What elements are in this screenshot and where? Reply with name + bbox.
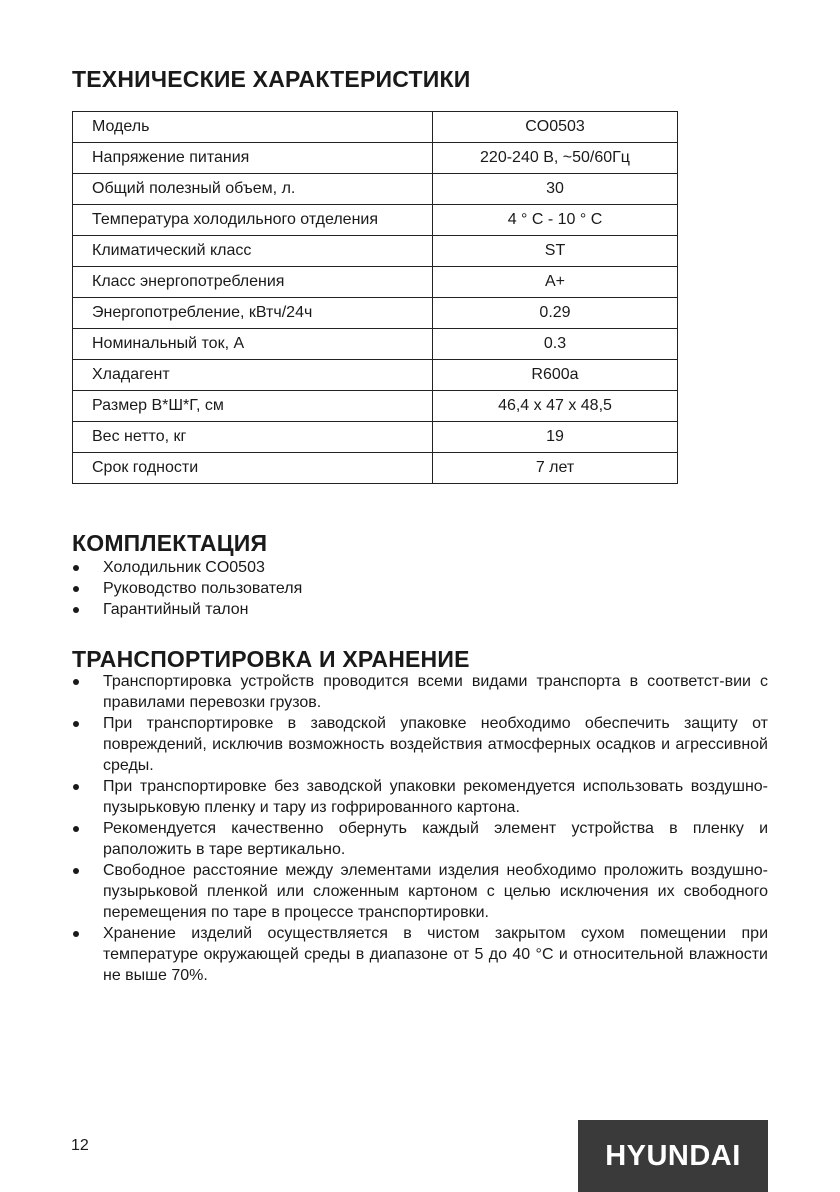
spec-label: Климатический класс	[73, 236, 433, 267]
bullet-icon	[73, 868, 79, 874]
spec-value: R600a	[433, 360, 678, 391]
bullet-icon	[73, 931, 79, 937]
spec-label: Напряжение питания	[73, 143, 433, 174]
kit-item-text: Холодильник CO0503	[103, 559, 265, 576]
list-item	[72, 818, 768, 860]
list-item	[72, 923, 768, 986]
bullet-icon	[73, 721, 79, 727]
specs-table	[72, 111, 678, 484]
spec-label: Класс энергопотребления	[73, 267, 433, 298]
spec-value: ST	[433, 236, 678, 267]
list-item	[72, 776, 768, 818]
transport-item-text: Свободное расстояние между элементами изделия необходимо проложить воздушно- пузырьковой пленкой или сложенным картоном с целью исключения их свободного перемещения по таре в процессе транспортировки.	[103, 862, 768, 921]
bullet-icon	[73, 565, 79, 571]
table-row	[73, 422, 678, 453]
spec-label: Общий полезный объем, л.	[73, 174, 433, 205]
bullet-icon	[73, 607, 79, 613]
spec-label: Модель	[73, 112, 433, 143]
spec-value: 7 лет	[433, 453, 678, 484]
kit-item-text: Гарантийный талон	[103, 601, 249, 618]
transport-title: ТРАНСПОРТИРОВКА И ХРАНЕНИЕ	[72, 646, 470, 672]
spec-value: 19	[433, 422, 678, 453]
brand-logo-text: HYUNDAI	[605, 1139, 741, 1172]
list-item	[72, 599, 768, 620]
transport-list	[72, 671, 768, 986]
spec-value: 220-240 В, ~50/60Гц	[433, 143, 678, 174]
spec-label: Номинальный ток, А	[73, 329, 433, 360]
spec-value: 0.29	[433, 298, 678, 329]
transport-item-text: Рекомендуется качественно обернуть каждый элемент устройства в пленку и раположить в таре вертикально.	[103, 820, 768, 858]
brand-logo	[578, 1120, 768, 1192]
list-item	[72, 557, 768, 578]
spec-value: 0.3	[433, 329, 678, 360]
bullet-icon	[73, 586, 79, 592]
spec-value: 46,4 х 47 х 48,5	[433, 391, 678, 422]
table-row	[73, 205, 678, 236]
spec-value: CO0503	[433, 112, 678, 143]
table-row	[73, 267, 678, 298]
bullet-icon	[73, 784, 79, 790]
transport-item-text: Хранение изделий осуществляется в чистом закрытом сухом помещении при температуре окружающей среды в диапазоне от 5 до 40 °С и относительной влажности не выше 70%.	[103, 925, 768, 984]
list-item	[72, 860, 768, 923]
page-number: 12	[71, 1137, 89, 1154]
spec-value: A+	[433, 267, 678, 298]
table-row	[73, 329, 678, 360]
transport-item-text: При транспортировке без заводской упаковки рекомендуется использовать воздушно- пузырьковую пленку и тару из гофрированного картона.	[103, 778, 768, 816]
table-row	[73, 453, 678, 484]
kit-list	[72, 557, 768, 620]
bullet-icon	[73, 826, 79, 832]
table-row	[73, 391, 678, 422]
table-row	[73, 174, 678, 205]
spec-value: 30	[433, 174, 678, 205]
spec-label: Срок годности	[73, 453, 433, 484]
spec-label: Размер В*Ш*Г, см	[73, 391, 433, 422]
spec-label: Энергопотребление, кВтч/24ч	[73, 298, 433, 329]
table-row	[73, 360, 678, 391]
transport-item-text: При транспортировке в заводской упаковке необходимо обеспечить защиту от повреждений, исключив возможность воздействия атмосферных осадков и агрессивной среды.	[103, 715, 768, 774]
list-item	[72, 713, 768, 776]
table-row	[73, 143, 678, 174]
table-row	[73, 112, 678, 143]
transport-item-text: Транспортировка устройств проводится всеми видами транспорта в соответст-вии с правилами перевозки грузов.	[103, 673, 768, 711]
kit-title: КОМПЛЕКТАЦИЯ	[72, 530, 268, 556]
spec-label: Температура холодильного отделения	[73, 205, 433, 236]
bullet-icon	[73, 679, 79, 685]
list-item	[72, 671, 768, 713]
specs-title: ТЕХНИЧЕСКИЕ ХАРАКТЕРИСТИКИ	[72, 66, 471, 92]
table-row	[73, 298, 678, 329]
list-item	[72, 578, 768, 599]
spec-value: 4 ° C - 10 ° C	[433, 205, 678, 236]
table-row	[73, 236, 678, 267]
spec-label: Вес нетто, кг	[73, 422, 433, 453]
spec-label: Хладагент	[73, 360, 433, 391]
kit-item-text: Руководство пользователя	[103, 580, 303, 597]
